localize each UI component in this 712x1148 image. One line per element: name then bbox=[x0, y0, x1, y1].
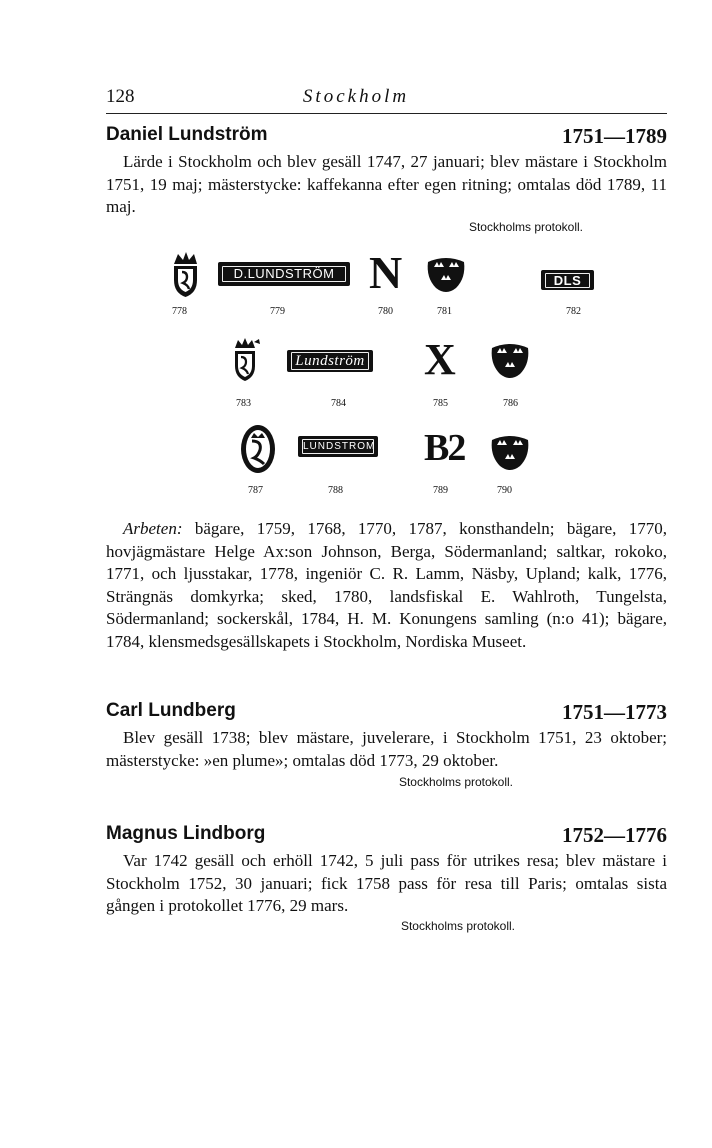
works-label: Arbeten: bbox=[123, 519, 183, 538]
entry-heading bbox=[106, 823, 667, 848]
entry-source: Stockholms protokoll. bbox=[468, 220, 584, 234]
mark-number: 780 bbox=[378, 306, 393, 317]
entry-text: Lärde i Stockholm och blev gesäll 1747, 27 januari; blev mästare i Stockholm 1751, 19 maj; mästerstycke: kaffekanna efter egen ritning; omtalas död 1789, 11 maj. bbox=[106, 152, 667, 216]
entry-name: Magnus Lindborg bbox=[106, 823, 266, 844]
name-stamp-779: D.LUNDSTRÖM bbox=[218, 262, 350, 286]
mark-number: 785 bbox=[433, 398, 448, 409]
mark-number: 779 bbox=[270, 306, 285, 317]
entry-text: Blev gesäll 1738; blev mästare, juvelerare, i Stockholm 1751, 23 oktober; mästerstycke: »en plume»; omtalas död 1773, 29 oktober. bbox=[106, 728, 667, 770]
entry-years: 1751—1773 bbox=[562, 700, 667, 724]
entry-name: Carl Lundberg bbox=[106, 700, 236, 721]
mark-number: 788 bbox=[328, 485, 343, 496]
date-letter-mark-789: B2 bbox=[424, 427, 465, 469]
mark-number: 778 bbox=[172, 306, 187, 317]
entry-years: 1751—1789 bbox=[562, 124, 667, 148]
entry-heading bbox=[106, 700, 667, 725]
mark-number: 786 bbox=[503, 398, 518, 409]
entry-source: Stockholms protokoll. bbox=[398, 775, 514, 789]
letter-mark-780: N bbox=[369, 247, 403, 298]
three-crowns-mark-790 bbox=[488, 432, 532, 474]
initials-stamp-782: DLS bbox=[541, 270, 594, 290]
letter-mark-785: X bbox=[424, 335, 456, 384]
entry-years: 1752—1776 bbox=[562, 823, 667, 847]
mark-number: 784 bbox=[331, 398, 346, 409]
mark-number: 790 bbox=[497, 485, 512, 496]
script-name-stamp-784: Lundström bbox=[287, 350, 373, 372]
oval-city-mark-787 bbox=[240, 424, 276, 474]
entry-text: Var 1742 gesäll och erhöll 1742, 5 juli pass för utrikes resa; blev mästare i Stockholm 1752, 30 januari; fick 1758 pass för resa till Paris; omtalas sista gången i protokollet 1776, 29 mars. bbox=[106, 851, 667, 915]
works-paragraph bbox=[106, 518, 667, 653]
entry-source: Stockholms protokoll. bbox=[400, 919, 516, 933]
crown-shield-mark-783 bbox=[230, 336, 262, 384]
crown-shield-mark-778 bbox=[170, 250, 200, 298]
mark-number: 789 bbox=[433, 485, 448, 496]
three-crowns-mark-786 bbox=[488, 340, 532, 382]
header-rule bbox=[106, 113, 667, 114]
mark-number: 783 bbox=[236, 398, 251, 409]
entry-heading bbox=[106, 124, 667, 149]
page-number: 128 bbox=[106, 86, 135, 107]
mark-number: 787 bbox=[248, 485, 263, 496]
works-text: bägare, 1759, 1768, 1770, 1787, konsthandeln; bägare, 1770, hovjägmästare Helge Ax:son Johnson, Berga, Södermanland; saltkar, rokoko, 1771, och ljusstakar, 1778, ingeniör C. R. Lamm, Näsby, Upland; kalk, 1776, Strängnäs domkyrka; sked, 1780, landsfiskal E. Wahlroth, Tungelsta, Södermanland; sockerskål, 1784, H. M. Konungens samling (n:o 41); bägare, 1784, klensmedsgesällskapets i Stockholm, Nordiska Museet. bbox=[106, 519, 667, 651]
name-stamp-788: LUNDSTROM bbox=[298, 436, 378, 457]
mark-number: 781 bbox=[437, 306, 452, 317]
running-title: Stockholm bbox=[302, 86, 410, 107]
entry-name: Daniel Lundström bbox=[106, 124, 268, 145]
three-crowns-mark-781 bbox=[424, 254, 468, 296]
mark-number: 782 bbox=[566, 306, 581, 317]
